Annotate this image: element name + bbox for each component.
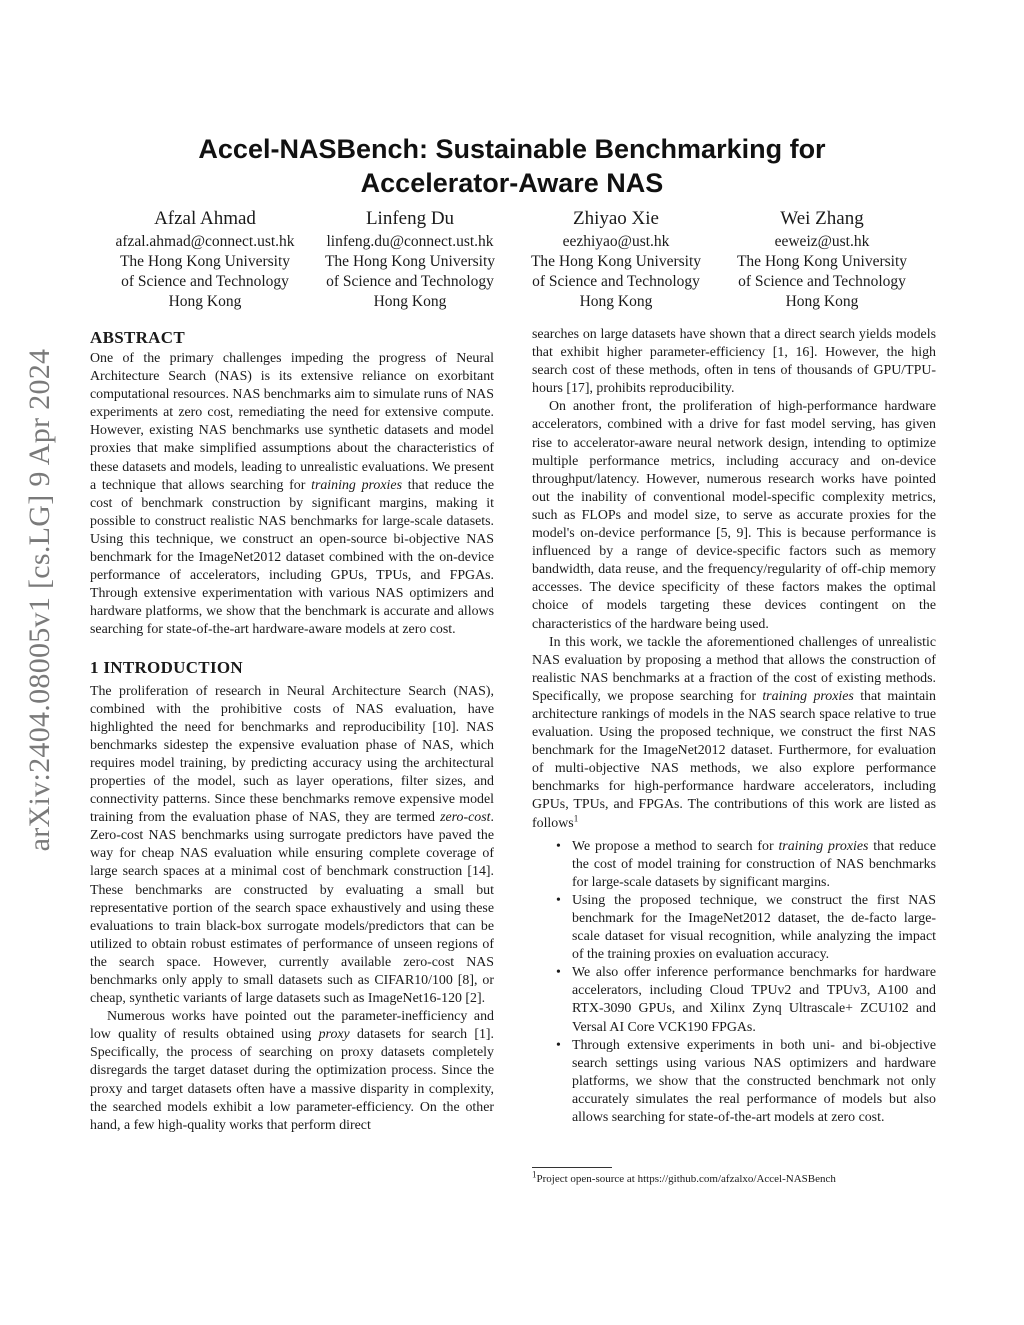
abstract-emphasis: training proxies bbox=[311, 477, 402, 493]
author-affiliation: The Hong Kong University bbox=[119, 253, 291, 270]
contribution-item: • Using the proposed technique, we construct the first NAS benchmark for the ImageNet2012 dataset, the de-facto large-scale dataset for visual recognition, while analyzing the impact of the training proxies on evaluation accuracy. bbox=[572, 892, 936, 964]
arxiv-identifier-sidebar bbox=[10, 260, 70, 940]
author-location: Hong Kong bbox=[373, 293, 447, 310]
footnote bbox=[532, 1169, 936, 1186]
author-affiliation: of Science and Technology bbox=[738, 273, 906, 290]
contributions-list bbox=[532, 838, 936, 1128]
title-line-2: Accelerator-Aware NAS bbox=[360, 168, 664, 198]
author-affiliation: The Hong Kong University bbox=[736, 253, 908, 270]
author-affiliation: of Science and Technology bbox=[532, 273, 700, 290]
footnote-number: 1 bbox=[532, 1169, 537, 1180]
author-email: eeweiz@ust.hk bbox=[774, 233, 870, 250]
author-affiliation: of Science and Technology bbox=[326, 273, 494, 290]
bullet-text: that reduce the cost of model training for construction of NAS benchmarks for large-scale datasets by significant margins. bbox=[572, 838, 936, 890]
intro-paragraph-1 bbox=[90, 683, 494, 1009]
intro-text: The proliferation of research in Neural Architecture Search (NAS), combined with the prohibitive costs of NAS evaluation, have highlighted the need for benchmarks and reproducibility [10]. NAS benchmarks sidestep the expensive evaluation phase of NAS, which requires model training, by predicting accuracy using the architectural properties of the model, such as layer operations, filter sizes, and connectivity patterns. Since these benchmarks remove expensive model training from the evaluation phase of NAS, they are termed bbox=[90, 683, 494, 826]
footnote-rule bbox=[532, 1167, 612, 1168]
bullet-text: We propose a method to search for bbox=[572, 838, 779, 854]
intro-paragraph-2 bbox=[90, 1008, 494, 1135]
author-block bbox=[0, 206, 1024, 316]
author-3 bbox=[511, 206, 721, 312]
right-paragraph-2: On another front, the proliferation of high-performance hardware accelerators, combined with a drive for fast model serving, has given rise to accelerator-aware neural network design, intending to optimize multiple performance metrics, including accuracy and on-device throughput/latency. However, numerous research works have pointed out the inability of conventional model-specific complexity metrics, such as FLOPs and model size, to serve as accurate proxies for the model's on-device performance [5, 9]. This is because performance is influenced by a range of device-specific factors such as memory bandwidth, data reuse, and the frequency/regularity of off-chip memory accesses. The device specificity of these factors makes the optimal choice of models targeting these devices contingent on the characteristics of the hardware being used. bbox=[532, 399, 936, 632]
intro-text: . Zero-cost NAS benchmarks using surrogate predictors have paved the way for cheap NAS evaluation while ensuring complete coverage of large search spaces at a minimal cost of benchmark construction [14]. These benchmarks are constructed by evaluating a small but representative portion of the search space exhaustively and using these evaluations to train black-box surrogate models/predictors that can be utilized to obtain robust estimates of performance of unseen regions of the search space. However, currently available zero-cost NAS benchmarks only apply to small datasets such as CIFAR10/100 [8], or cheap, synthetic variants of large datasets such as ImageNet16-120 [2]. bbox=[90, 810, 494, 1007]
body-text: that maintain architecture rankings of models in the NAS search space relative to true evaluation. Using the proposed technique, we construct the first NAS benchmark for the ImageNet2012 dataset. Furthermore, for evaluation of multi-objective NAS methods, we also explore performance benchmarks for high-performance hardware accelerators, including GPUs, TPUs, and FPGAs. The contributions of this work are listed as follows bbox=[532, 688, 936, 831]
author-name: Zhiyao Xie bbox=[572, 208, 659, 229]
footnote-marker: 1 bbox=[573, 812, 579, 823]
author-affiliation: The Hong Kong University bbox=[530, 253, 702, 270]
right-column bbox=[532, 326, 936, 1127]
body-emphasis: training proxies bbox=[762, 688, 854, 704]
body-text: In this work, we tackle the aforementioned challenges of unrealistic NAS evaluation by proposing a method that allows the construction of realistic NAS benchmarks at a fraction of the cost of existing methods. Specifically, we propose searching for bbox=[532, 634, 936, 704]
abstract-paragraph bbox=[90, 350, 494, 640]
author-1 bbox=[100, 206, 310, 312]
arxiv-identifier: arXiv:2404.08005v1 [cs.LG] 9 Apr 2024 bbox=[23, 348, 56, 852]
intro-emphasis: zero-cost bbox=[440, 810, 491, 826]
author-name: Linfeng Du bbox=[365, 208, 455, 229]
author-affiliation: The Hong Kong University bbox=[324, 253, 496, 270]
introduction-heading: 1 INTRODUCTION bbox=[90, 657, 243, 677]
author-4 bbox=[717, 206, 927, 312]
author-email: afzal.ahmad@connect.ust.hk bbox=[115, 233, 295, 250]
abstract-text: that reduce the cost of benchmark construction by significant margins, making it possible to construct realistic NAS benchmarks for large-scale datasets. Using this technique, we construct an open-source bi-objective NAS benchmark for the ImageNet2012 dataset combined with the on-device performance of accelerators, including GPUs, TPUs, and FPGAs. Through extensive experimentation with various NAS optimizers and hardware platforms, we show that the benchmark is accurate and allows searching for state-of-the-art hardware-aware models at zero cost. bbox=[90, 477, 495, 638]
author-2 bbox=[305, 206, 515, 312]
contribution-item bbox=[572, 838, 936, 892]
author-name: Afzal Ahmad bbox=[154, 208, 256, 229]
author-name: Wei Zhang bbox=[780, 208, 864, 229]
author-affiliation: of Science and Technology bbox=[121, 273, 289, 290]
author-location: Hong Kong bbox=[785, 293, 859, 310]
right-paragraph-1: searches on large datasets have shown that a direct search yields models that exhibit higher parameter-efficiency [1, 16]. However, the high search cost of these methods, often in tens of thousands of GPU/TPU-hours [17], prohibits reproducibility. bbox=[532, 327, 936, 397]
footnote-text: Project open-source at https://github.com/afzalxo/Accel-NASBench bbox=[536, 1173, 836, 1185]
title-line-1: Accel-NASBench: Sustainable Benchmarking for bbox=[198, 134, 826, 164]
intro-emphasis: proxy bbox=[318, 1027, 350, 1043]
paper-title bbox=[150, 132, 874, 200]
left-column bbox=[90, 326, 494, 1135]
author-email: linfeng.du@connect.ust.hk bbox=[326, 233, 494, 250]
abstract-heading: ABSTRACT bbox=[90, 328, 185, 347]
intro-text: datasets for search [1]. Specifically, the process of searching on proxy datasets completely disregards the target dataset during the optimization process. Since the proxy and target datasets often have a massive disparity in complexity, the searched models exhibit a low parameter-efficiency. On the other hand, a few high-quality works that perform direct bbox=[90, 1027, 494, 1133]
intro-text: Numerous works have pointed out the parameter-inefficiency and low quality of results obtained using bbox=[90, 1009, 494, 1043]
contribution-item: • Through extensive experiments in both uni- and bi-objective search settings using various NAS optimizers and hardware platforms, we show that the constructed benchmark not only accurately simulates the real performance of models but also allows searching for state-of-the-art models at zero cost. bbox=[572, 1037, 936, 1127]
right-paragraph-3 bbox=[532, 634, 936, 833]
bullet-emphasis: training proxies bbox=[778, 838, 869, 854]
contribution-item: • We also offer inference performance benchmarks for hardware accelerators, including Cloud TPUv2 and TPUv3, A100 and RTX-3090 GPUs, and Xilinx Zynq Ultrascale+ ZCU102 and Versal AI Core VCK190 FPGAs. bbox=[572, 964, 936, 1036]
abstract-text: One of the primary challenges impeding the progress of Neural Architecture Search (NAS) is its extensive reliance on exorbitant computational resources. NAS benchmarks aim to simulate runs of NAS experiments at zero cost, remediating the need for extensive compute. However, existing NAS benchmarks use synthetic datasets and model proxies that make simplified assumptions about the characteristics of these datasets and models, leading to unrealistic evaluations. We present a technique that allows searching for bbox=[90, 351, 494, 493]
author-location: Hong Kong bbox=[579, 293, 653, 310]
author-email: eezhiyao@ust.hk bbox=[562, 233, 670, 250]
author-location: Hong Kong bbox=[168, 293, 242, 310]
